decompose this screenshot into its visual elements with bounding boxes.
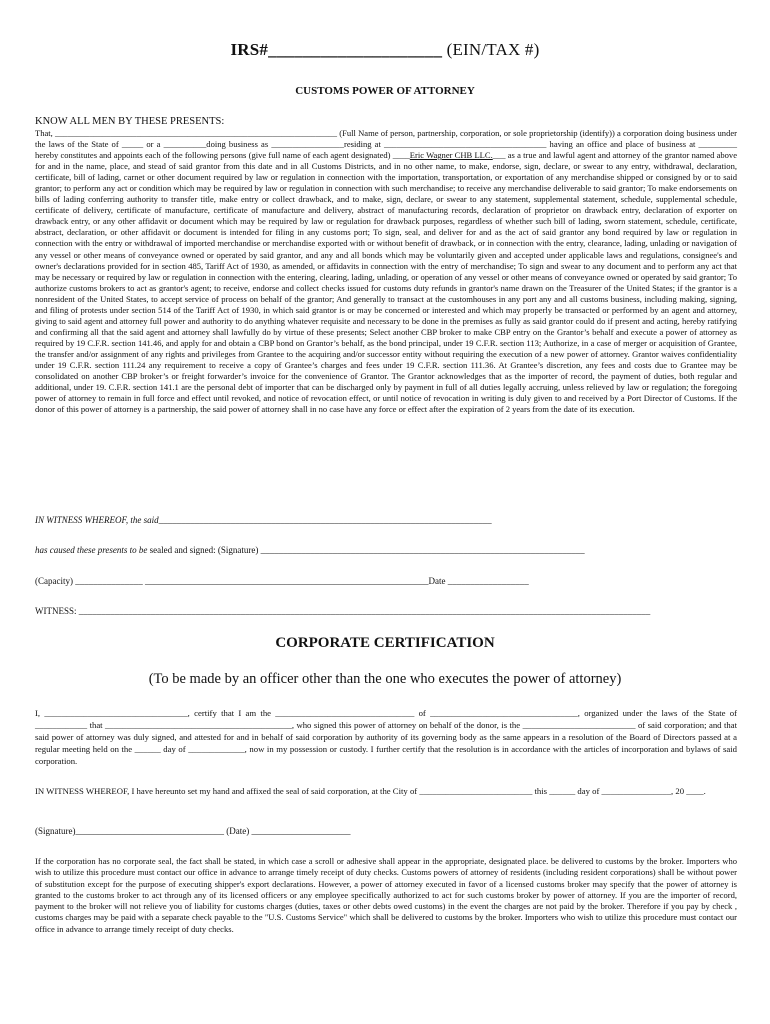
grantor-name-field[interactable]: __________________________________________________________________________ [158, 515, 492, 525]
signature-field[interactable]: sealed and signed: (Signature) ________________________________________________________________________ [147, 545, 585, 555]
ein-label: (EIN/TAX #) [446, 40, 540, 59]
intro-heading: KNOW ALL MEN BY THESE PRESENTS: [35, 116, 225, 127]
seal-note-text: If the corporation has no corporate seal, the fact shall be stated, in which case a scroll or adhesive shall appear in the appropriate, designated place. be delivered to customs by the broker. Importers who wish to utilize this procedure must contact our office in advance to arrange timely receipt of duty checks. Customs powers of attorney of residents (including resident corporations) shall be without power of substitution except for the purpose of executing shipper's export declarations. However, a power of attorney executed in favor of a licensed customs broker may specify that the power of attorney is granted to the customs broker to act through any of its licensed officers or any employee specifically authorized to act for such customs broker by power of attorney. If you are the importer of record, payment to the broker will not relieve you of liability for customs charges (duties, taxes or other debts owed customs) in the event the charges are not paid by the broker. Therefore if you pay by check , customs charges may be paid with a separate check payable to the "U.S. Customs Service" which shall be delivered to customs by the broker. Importers who wish to utilize this procedure must contact our office in advance to arrange timely receipt of duty checks. [35, 856, 737, 934]
signature-line [35, 545, 585, 555]
agent-name: Eric Wagner CHB LLC. [409, 150, 493, 161]
poa-text-part2: ___ as a true and lawful agent and attorney of the grantor named above for and in the name, place, and stead of said grantor from this date and in all Customs Districts, and in no other name, to make, endorse, sign, declare, or swear to any entry, withdrawal, declaration, certificate, bill of lading, carnet or other document required by law or regulation in connection with the importation, transportation, or exportation of any merchandise shipped or consigned by or to said grantor; to perform any act or condition which may be required by law or regulation in connection with such merchandise; to receive any merchandise deliverable to said grantor; To make endorsements on bills of lading conferring authority to transfer title, make entry or collect drawback, and to make, sign, declare, or swear to any statement, supplemental statement, schedule, supplemental schedule, certificate of delivery, certificate of manufacture, certificate of manufacture and delivery, abstract of manufacturing records, declaration of proprietor on drawback entry, declaration of exporter on drawback entry, or any other affidavit or document which may be required by law or regulation for drawback purposes, regardless of whether such bill of lading, sworn statement, schedule, certificate, abstract, declaration, or other affidavit or document is intended for filing in any customs port; To sign, seal, and deliver for and as the act of said grantor any bond required by law or regulation in connection with the entry or withdrawal of imported merchandise or merchandise exported with or without benefit of drawback, or in connection with the entry, clearance, lading, unlading or navigation of any vessel or other means of conveyance owned or operated by said grantor, and any and all bonds which may be voluntarily given and accepted under applicable laws and regulations, consignee's and owner's declarations provided for in section 485, Tariff Act of 1930, as amended, or affidavits in connection with the entry of merchandise; To sign and swear to any document and to perform any act that may be necessary or required by law or regulation in connection with the entering, clearing, lading, unlading, or operation of any vessel or other means of conveyance owned or operated by said grantor; To authorize customs brokers to act as grantor's agent; to receive, endorse and collect checks issued for customs duty refunds in grantor's name drawn on the Treasurer of the United States; if the grantor is a nonresident of the United States, to accept service of process on behalf of the grantor; And generally to transact at the customhouses in any port any and all customs business, including making, signing, and filing of protests under section 514 of the Tariff Act of 1930, in which said grantor is or may be concerned or interested and which may properly be transacted or performed by an agent and attorney, giving to said agent and attorney full power and authority to do anything whatever requisite and necessary to be done in the premises as fully as said grantor could do if present and acting, hereby ratifying and confirming all that the said agent and attorney shall lawfully do by virtue of these presents; Select another CBP broker to make CBP entry on the Grantor’s behalf and execute a power of attorney as required by 19 C.F.R. section 141.46, and apply for and obtain a CBP bond on Grantor’s behalf, as the bond principal, under 19 C.F.R. section 113; Authorize, in a case of merger or acquisition of Grantee, the transfer and/or assignment of any rights and privileges from Grantee to the acquiring and/or successor entity without requiring the execution of a new power of attorney. Grantor waives confidentiality under 19 C.F.R. section 111.24 any requirement to receive a copy of Grantee’s charges and fees under 19 C.F.R. section 111.36. At Grantee’s discretion, any fees and costs due to Grantee may be consolidated on another CBP broker’s or freight forwarder’s invoice for the convenience of Grantor. The Grantor acknowledges that as the importer of record, the payment of duties, both regular and additional, under 19. C.F.R. section 141.1 are the personal debt of importer that can be discharged only by payment in full of all duties legally accruing, unless relieved by law or regulation; the foregoing power of attorney to remain in full force and effect until revoked, and notice of revocation effect, or until notice of revocation in writing is duly given to and received by a Port Director of Customs. If the donor of this power of attorney is a partnership, the said power of attorney shall in no case have any force or effect after the expiration of 2 years from the date of its execution. [35, 150, 737, 415]
corporate-certification-title: CORPORATE CERTIFICATION [275, 635, 495, 651]
corporate-certification-subtitle: (To be made by an officer other than the one who executes the power of attorney) [148, 671, 622, 687]
witness-whereof-line [35, 515, 492, 525]
irs-number-field[interactable]: ____________________ [268, 40, 443, 59]
witness-line[interactable]: WITNESS: _______________________________________________________________________________________________________________________________ [35, 606, 651, 616]
poa-body-text [35, 128, 737, 415]
irs-header [0, 40, 770, 60]
irs-label: IRS# [230, 40, 269, 59]
capacity-date-line[interactable]: (Capacity) _______________ _______________________________________________________________Date __________________ [35, 576, 529, 586]
witness-whereof-label: IN WITNESS WHEREOF, the said [35, 515, 159, 525]
certification-text: I, _________________________________, certify that I am the ________________________________ of __________________________________, organized under the laws of the State of ____________ that ___________________________________________, who signed this power of attorney on behalf of the donor, is the __________________________ of said corporation; and that said power of attorney was duly signed, and attested for and in behalf of said corporation by authority of its governing body as the same appears in a resolution of the Board of Directors passed at a regular meeting held on the ______ day of _____________, now in my possession or custody. I further certify that the resolution is in accordance with the articles of incorporation and bylaws of said corporation. [35, 708, 737, 766]
document-title: CUSTOMS POWER OF ATTORNEY [295, 85, 475, 97]
poa-text-part1: That, __________________________________________________________________ (Full Name of person, partnership, corporation, or sole proprietorship (identify)) a corporation doing business under the laws of the State of _____ or a __________doing business as _________________residing at ______________________________________ having an office and place of business at _________ hereby constitutes and appoints each of the following persons (give full name of each agent designated) ____ [35, 128, 737, 161]
corporate-signature-date-line[interactable]: (Signature)_________________________________ (Date) ______________________ [35, 826, 351, 836]
caused-label: has caused these presents to be [35, 545, 148, 555]
corporate-witness-text: IN WITNESS WHEREOF, I have hereunto set my hand and affixed the seal of said corporation, at the City of __________________________ this ______ day of ________________, 20 ____. [35, 786, 706, 796]
